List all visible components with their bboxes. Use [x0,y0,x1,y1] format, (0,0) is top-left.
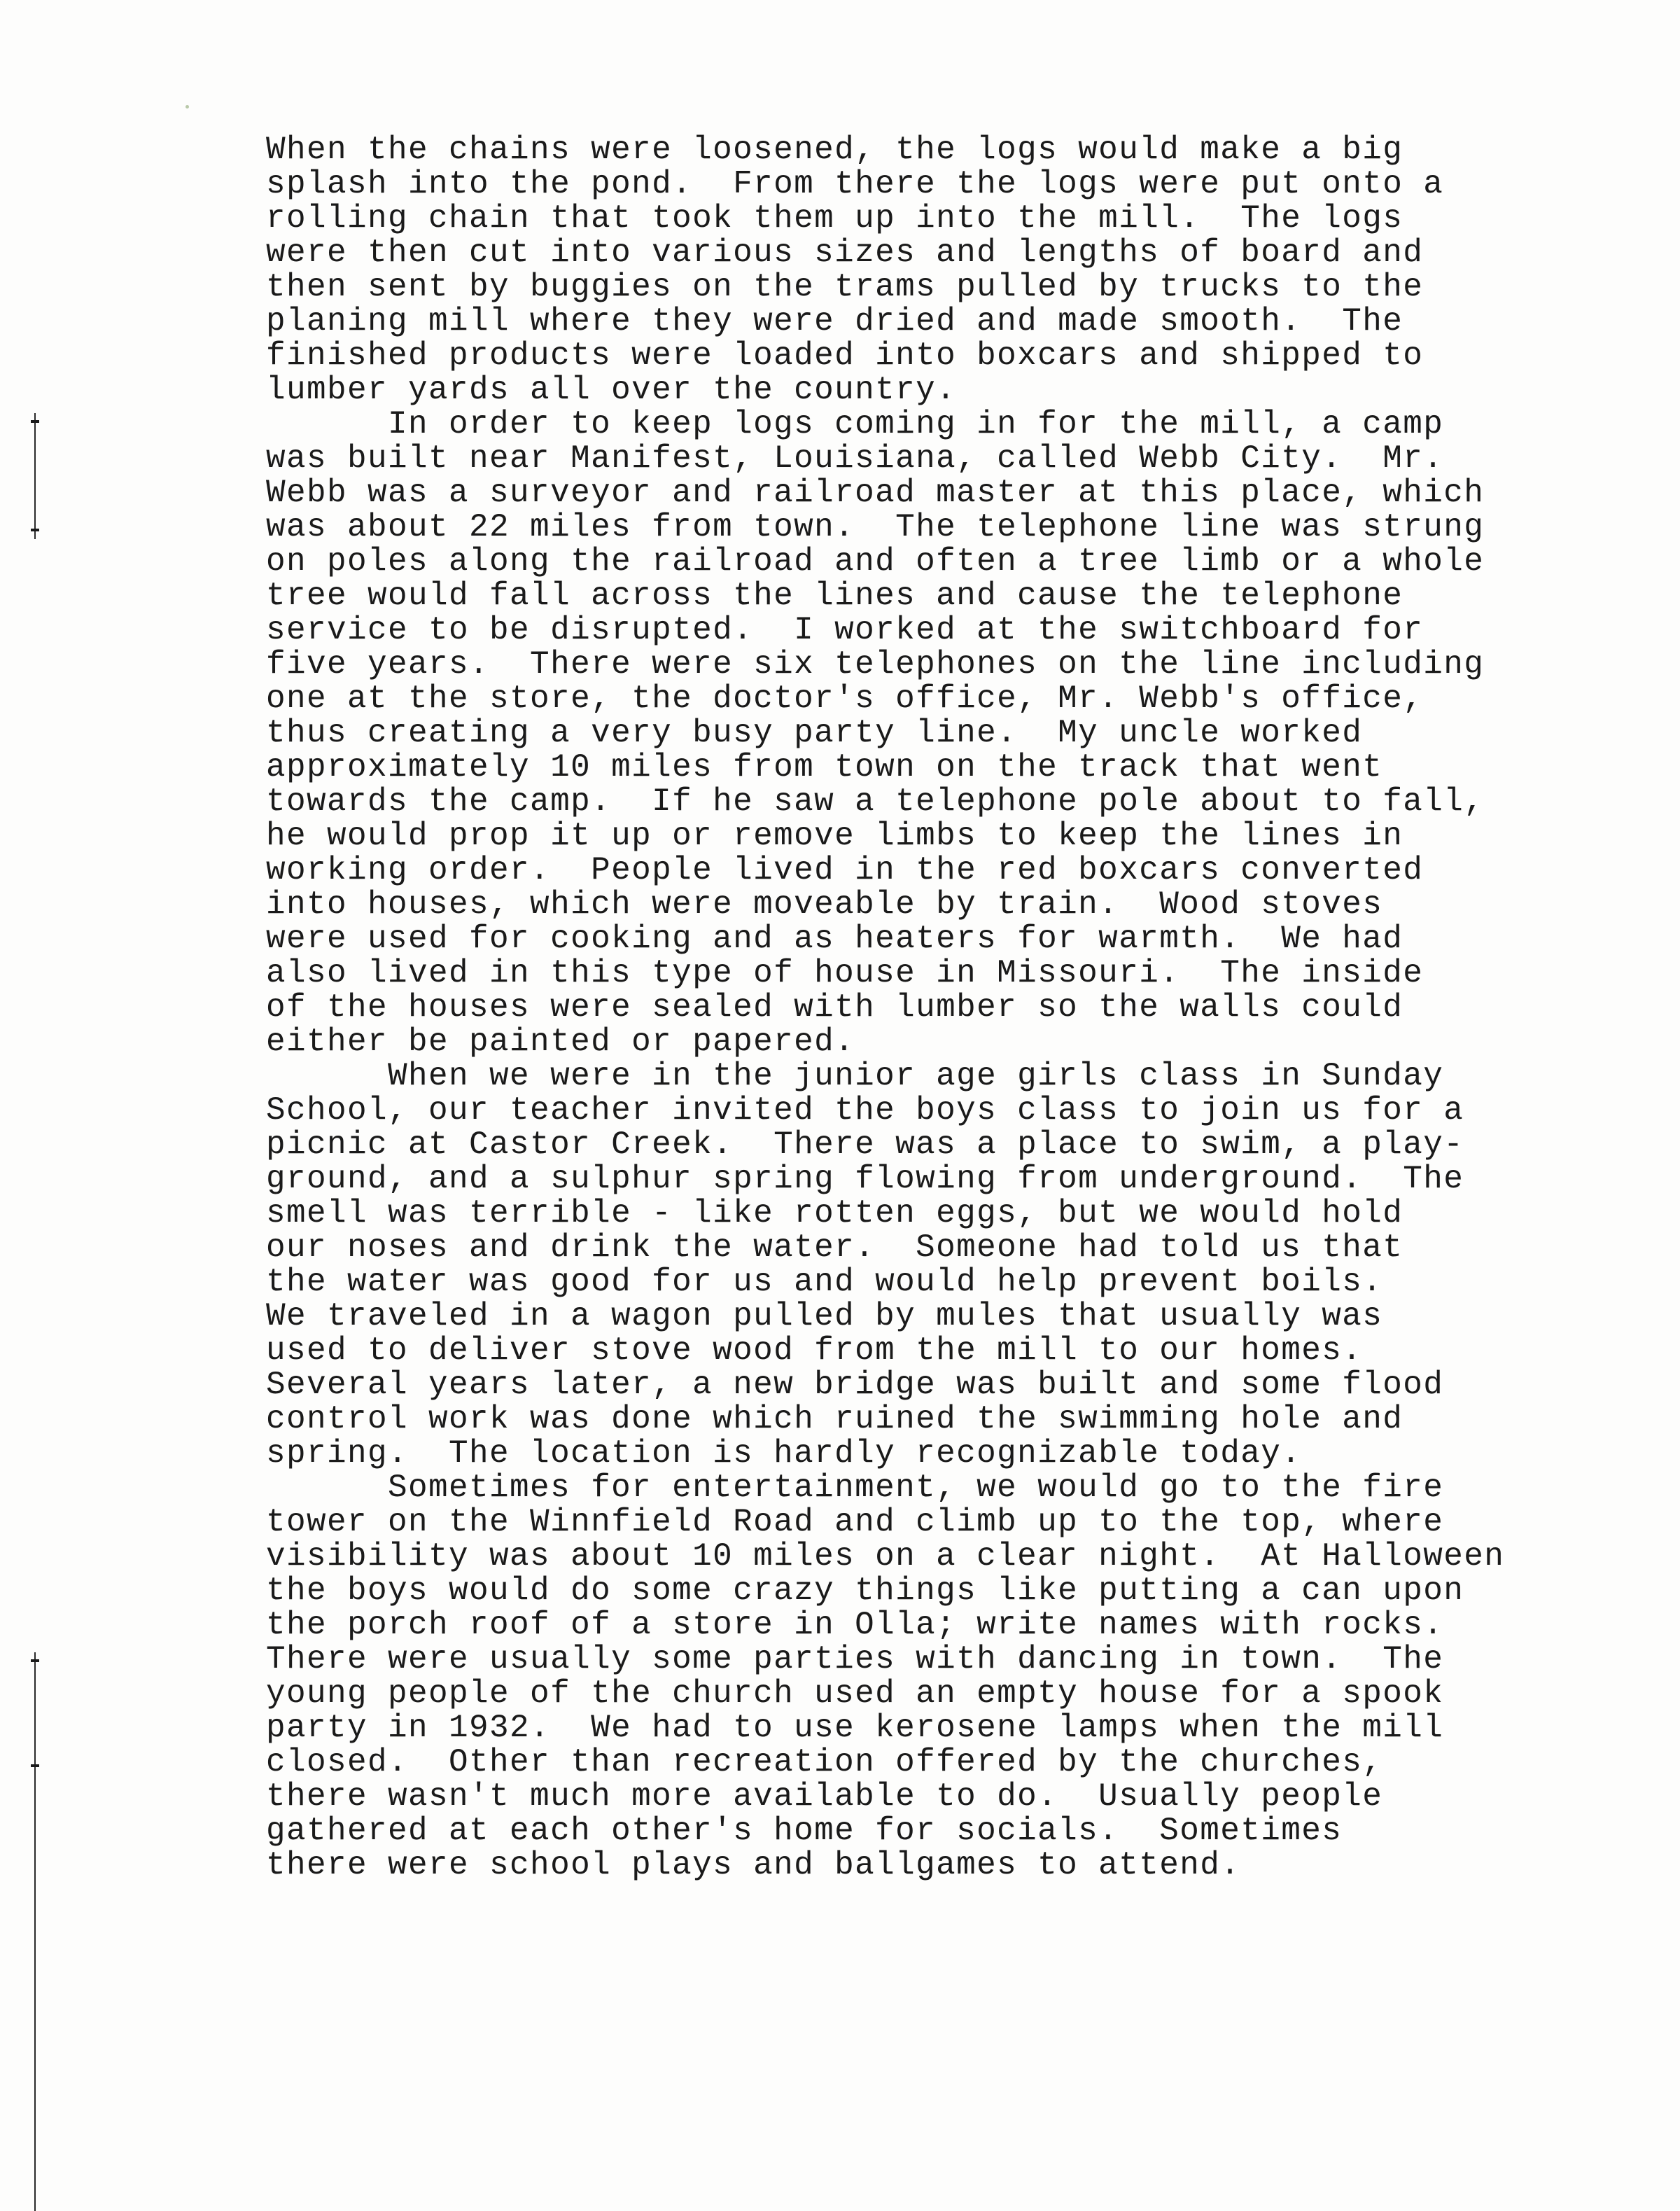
text-line: service to be disrupted. I worked at the switchboard for [266,612,1424,648]
text-line: young people of the church used an empty house for a spook [266,1675,1444,1712]
text-line: the water was good for us and would help prevent boils. [266,1264,1383,1300]
text-line: there were school plays and ballgames to attend. [266,1847,1241,1883]
binding-line-lower [34,1652,36,2211]
text-line: then sent by buggies on the trams pulled by trucks to the [266,269,1424,305]
text-line: picnic at Castor Creek. There was a place to swim, a play- [266,1127,1464,1163]
binding-tick [31,1659,39,1662]
text-line: Sometimes for entertainment, we would go to the fire [266,1470,1444,1506]
text-line: also lived in this type of house in Missouri. The inside [266,955,1424,991]
text-line: spring. The location is hardly recognizable today. [266,1435,1302,1472]
text-line: of the houses were sealed with lumber so the walls could [266,989,1404,1026]
text-line: smell was terrible - like rotten eggs, but we would hold [266,1195,1404,1232]
text-line: splash into the pond. From there the logs were put onto a [266,166,1444,202]
text-line: were used for cooking and as heaters for warmth. We had [266,921,1404,957]
text-line: thus creating a very busy party line. My uncle worked [266,715,1363,751]
text-line: working order. People lived in the red boxcars converted [266,852,1424,888]
binding-tick [31,1764,39,1767]
text-line: there wasn't much more available to do. Usually people [266,1778,1383,1815]
text-line: he would prop it up or remove limbs to keep the lines in [266,818,1404,854]
typed-body-text [266,133,1526,1883]
text-line: lumber yards all over the country. [266,372,957,408]
text-line: When we were in the junior age girls class in Sunday [266,1058,1444,1094]
text-line: When the chains were loosened, the logs would make a big [266,132,1404,168]
text-line: our noses and drink the water. Someone had told us that [266,1229,1404,1266]
text-line: gathered at each other's home for socials. Sometimes [266,1813,1343,1849]
text-line: planing mill where they were dried and made smooth. The [266,303,1404,340]
text-line: rolling chain that took them up into the mill. The logs [266,200,1404,237]
text-line: Webb was a surveyor and railroad master at this place, which [266,475,1485,511]
text-line: control work was done which ruined the swimming hole and [266,1401,1404,1437]
text-line: the porch roof of a store in Olla; write names with rocks. [266,1607,1444,1643]
text-line: one at the store, the doctor's office, Mr. Webb's office, [266,681,1424,717]
text-line: tower on the Winnfield Road and climb up to the top, where [266,1504,1444,1540]
text-line: towards the camp. If he saw a telephone pole about to fall, [266,783,1485,820]
text-line: We traveled in a wagon pulled by mules that usually was [266,1298,1383,1334]
text-line: approximately 10 miles from town on the track that went [266,749,1383,786]
text-line: finished products were loaded into boxcars and shipped to [266,337,1424,374]
text-line: visibility was about 10 miles on a clear night. At Halloween [266,1538,1505,1575]
scan-speck [186,105,189,109]
text-line: tree would fall across the lines and cause the telephone [266,578,1404,614]
text-line: ground, and a sulphur spring flowing from underground. The [266,1161,1464,1197]
text-line: In order to keep logs coming in for the mill, a camp [266,406,1444,442]
binding-tick [31,529,39,531]
text-line: on poles along the railroad and often a tree limb or a whole [266,543,1485,580]
text-line: closed. Other than recreation offered by the churches, [266,1744,1383,1780]
text-line: Several years later, a new bridge was built and some flood [266,1367,1444,1403]
text-line: was built near Manifest, Louisiana, called Webb City. Mr. [266,440,1444,477]
text-line: were then cut into various sizes and lengths of board and [266,235,1424,271]
text-line: used to deliver stove wood from the mill to our homes. [266,1332,1363,1369]
text-line: There were usually some parties with dancing in town. The [266,1641,1444,1678]
text-line: the boys would do some crazy things like putting a can upon [266,1572,1464,1609]
text-line: five years. There were six telephones on the line including [266,646,1485,683]
text-line: party in 1932. We had to use kerosene lamps when the mill [266,1710,1444,1746]
text-line: into houses, which were moveable by train. Wood stoves [266,886,1383,923]
text-line: was about 22 miles from town. The telephone line was strung [266,509,1485,545]
binding-line-upper [34,413,36,539]
binding-tick [31,420,39,423]
text-line: School, our teacher invited the boys class to join us for a [266,1092,1464,1129]
text-line: either be painted or papered. [266,1024,855,1060]
